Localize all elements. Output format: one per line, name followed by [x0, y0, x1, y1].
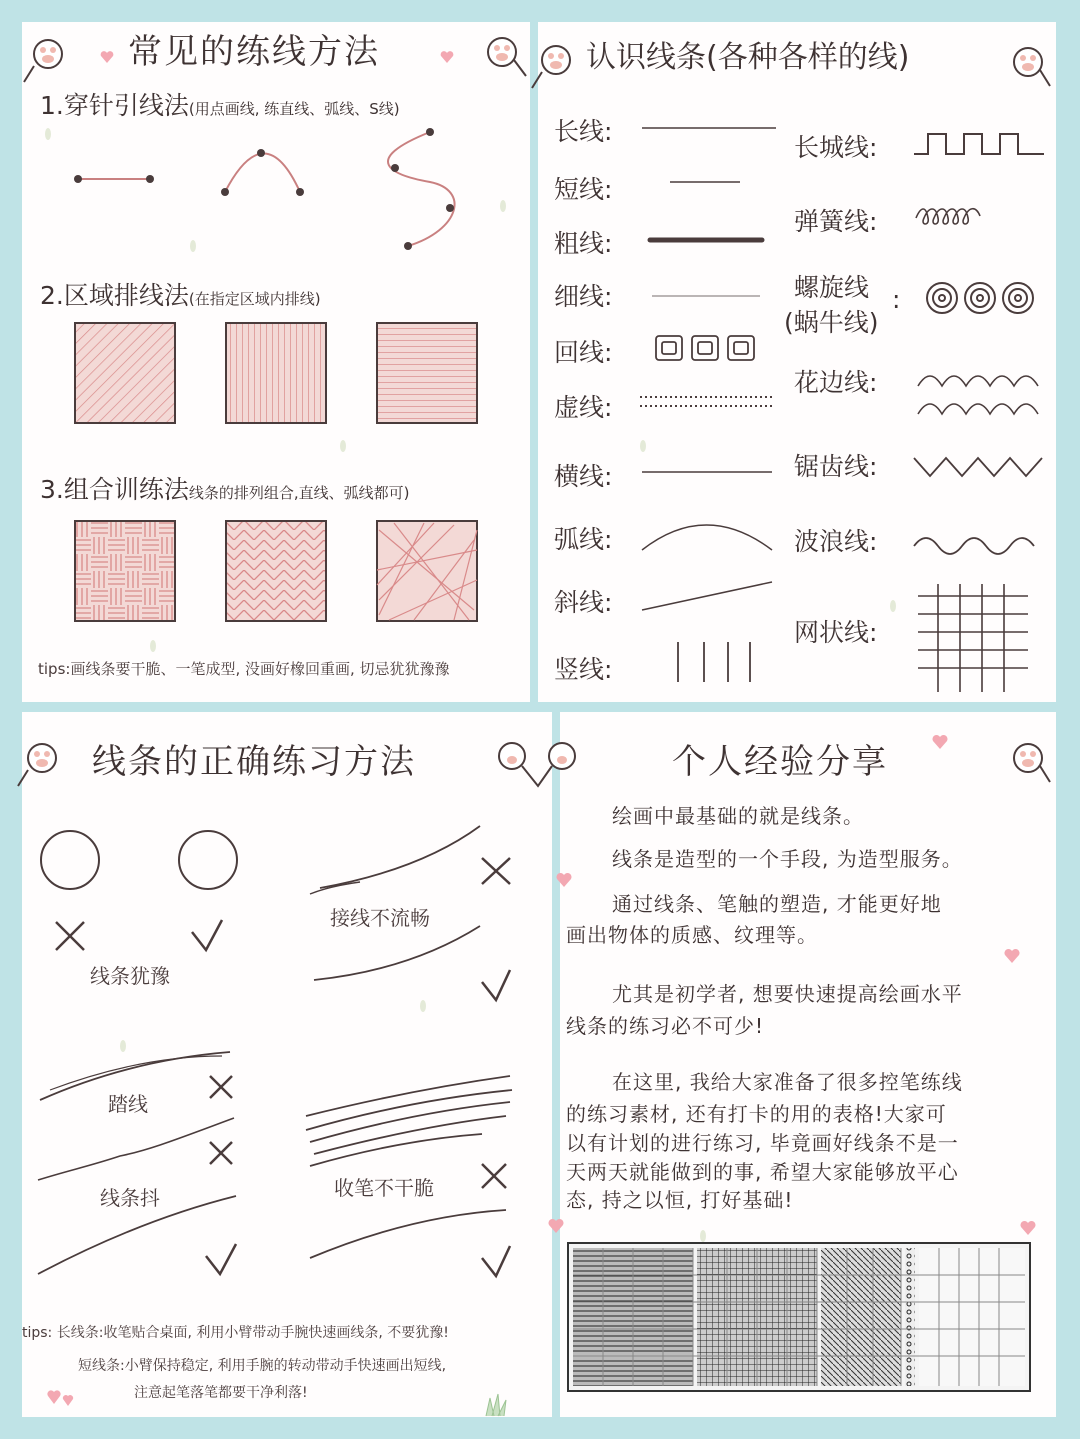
- label-spiral-colon: :: [892, 285, 901, 314]
- area-hatching-examples: [74, 322, 494, 432]
- label-hesitant-line: 线条犹豫: [90, 964, 170, 988]
- experience-p5b: 的练习素材, 还有打卡的用的表格!大家可: [566, 1102, 947, 1126]
- dot-decoration: [500, 200, 506, 212]
- tips-practice-line1: tips: 长线条:收笔贴合桌面, 利用小臂带动手腕快速画线条, 不要犹豫!: [22, 1325, 449, 1341]
- experience-p5c: 以有计划的进行练习, 毕竟画好线条不是一: [566, 1131, 959, 1155]
- experience-p5d: 天两天就能做到的事, 希望大家能够放平心: [566, 1160, 959, 1184]
- label-meander-line: 回线:: [554, 338, 613, 367]
- method-2-label: 2.区域排线法: [40, 281, 189, 310]
- experience-p3a: 通过线条、笔触的塑造, 才能更好地: [612, 892, 942, 916]
- label-short-line: 短线:: [554, 175, 613, 204]
- heart-icon: [100, 50, 114, 64]
- method-3-label: 3.组合训练法: [40, 475, 189, 504]
- method-1-title: [40, 86, 400, 122]
- label-not-clean-finish: 收笔不干脆: [334, 1176, 434, 1200]
- needle-thread-examples: [60, 120, 480, 260]
- label-spiral-line: 螺旋线: [794, 273, 870, 302]
- label-slant-line: 斜线:: [554, 588, 613, 617]
- cat-paw-icon: [532, 38, 592, 98]
- label-not-smooth: 接线不流畅: [330, 906, 430, 930]
- section-title-experience: 个人经验分享: [672, 742, 888, 782]
- dot-decoration: [700, 1230, 706, 1242]
- practice-comparison-drawings: [30, 820, 530, 1290]
- section-title-correct-practice: 线条的正确练习方法: [92, 742, 416, 782]
- heart-icon: [932, 734, 948, 750]
- cat-paw-icon: [24, 32, 84, 92]
- label-grid-line: 网状线:: [794, 618, 878, 647]
- label-thin-line: 细线:: [554, 282, 613, 311]
- worksheet-grid: [569, 1244, 1029, 1390]
- label-shaky: 线条抖: [100, 1186, 160, 1210]
- cat-paw-icon: [18, 736, 78, 796]
- heart-icon: [440, 50, 454, 64]
- section-title-line-methods: 常见的练线方法: [128, 32, 380, 72]
- grass-icon: [480, 1388, 510, 1418]
- label-snail-line: (蜗牛线): [784, 308, 879, 337]
- method-1-note: (用点画线, 练直线、弧线、S线): [188, 100, 400, 118]
- label-castle-line: 长城线:: [794, 133, 878, 162]
- combination-hatching-examples: [74, 520, 494, 630]
- label-long-line: 长线:: [554, 117, 613, 146]
- method-3-note: 线条的排列组合,直线、弧线都可): [188, 484, 410, 502]
- experience-p5a: 在这里, 我给大家准备了很多控笔练线: [612, 1070, 963, 1094]
- label-lace-line: 花边线:: [794, 368, 878, 397]
- experience-p3b: 画出物体的质感、纹理等。: [566, 923, 818, 947]
- hearts-icon: [46, 1384, 76, 1408]
- experience-p1: 绘画中最基础的就是线条。: [612, 804, 864, 828]
- label-horizontal-line: 横线:: [554, 462, 613, 491]
- method-2-note: (在指定区域内排线): [188, 290, 321, 308]
- cat-paws-pair-icon: [490, 736, 590, 796]
- dot-decoration: [340, 440, 346, 452]
- label-dotted-line: 虚线:: [554, 393, 613, 422]
- experience-p2: 线条是造型的一个手段, 为造型服务。: [612, 847, 963, 871]
- experience-p5e: 态, 持之以恒, 打好基础!: [566, 1188, 794, 1212]
- method-3-title: [40, 470, 409, 506]
- label-spring-line: 弹簧线:: [794, 207, 878, 236]
- tips-practice-line3: 注意起笔落笔都要干净利落!: [134, 1385, 308, 1401]
- label-zigzag-line: 锯齿线:: [794, 452, 878, 481]
- tips-line-methods: tips:画线条要干脆、一笔成型, 没画好橡回重画, 切忌犹犹豫豫: [38, 660, 450, 678]
- dot-decoration: [45, 128, 51, 140]
- cat-paw-icon: [1004, 40, 1064, 100]
- section-title-line-types: 认识线条(各种各样的线): [586, 40, 910, 75]
- heart-icon: [556, 872, 572, 888]
- label-wave-line: 波浪线:: [794, 527, 878, 556]
- dot-decoration: [150, 640, 156, 652]
- method-2-title: [40, 276, 321, 312]
- method-1-label: 1.穿针引线法: [40, 91, 189, 120]
- experience-p4b: 线条的练习必不可少!: [566, 1014, 765, 1038]
- label-stepping: 踏线: [108, 1092, 148, 1116]
- dot-decoration: [890, 600, 896, 612]
- experience-p4a: 尤其是初学者, 想要快速提高绘画水平: [612, 982, 963, 1006]
- line-type-samples-right: [910, 118, 1050, 678]
- line-type-samples-left: [636, 110, 796, 690]
- label-arc-line: 弧线:: [554, 525, 613, 554]
- heart-icon: [1020, 1220, 1036, 1236]
- cat-paw-icon: [478, 30, 538, 90]
- cat-paw-icon: [1004, 736, 1064, 796]
- label-vertical-line: 竖线:: [554, 655, 613, 684]
- practice-worksheet-image: [567, 1242, 1031, 1392]
- heart-icon: [1004, 948, 1020, 964]
- tips-practice-line2: 短线条:小臂保持稳定, 利用手腕的转动带动手快速画出短线,: [78, 1358, 447, 1374]
- heart-icon: [548, 1218, 564, 1234]
- label-thick-line: 粗线:: [554, 229, 613, 258]
